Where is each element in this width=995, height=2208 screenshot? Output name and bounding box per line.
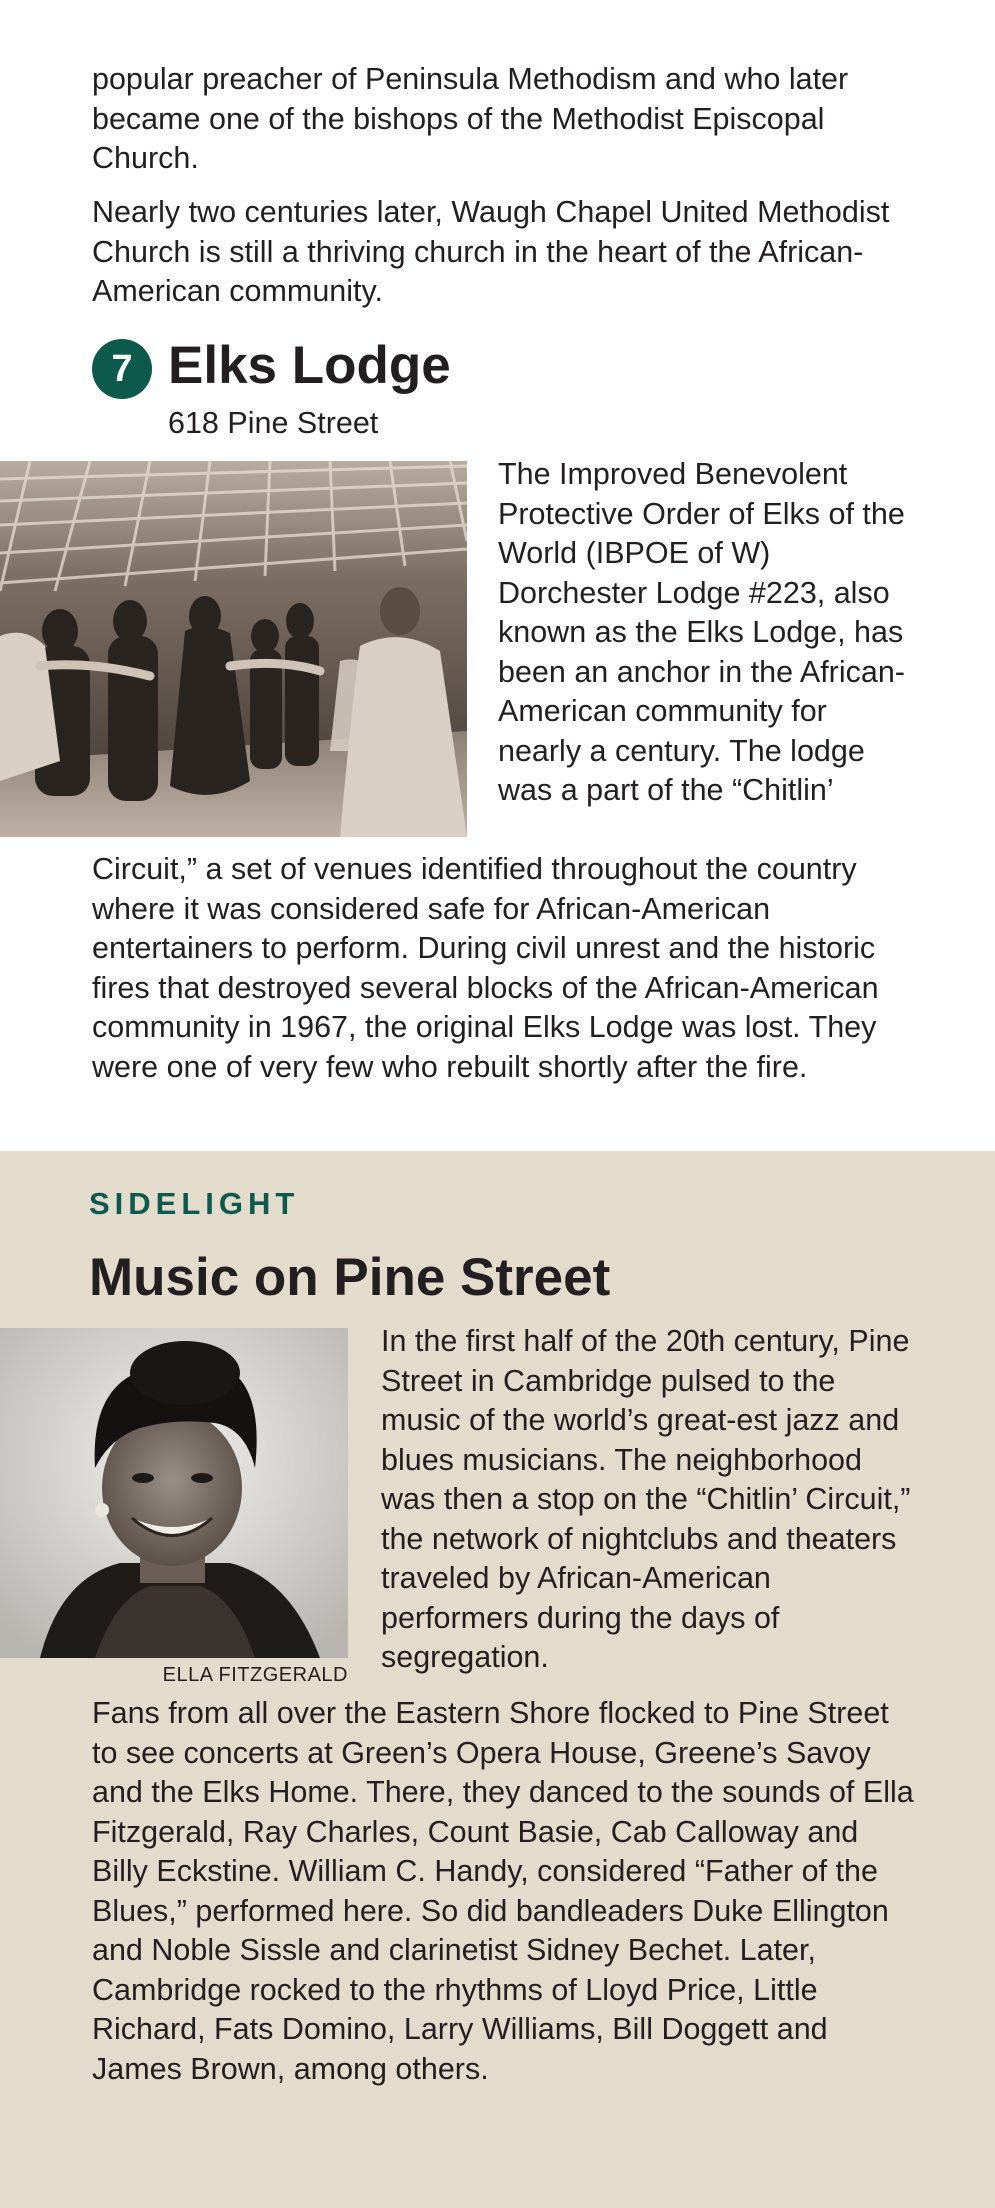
sidelight-text-wrap: In the first half of the 20th century, Pine Street in Cambridge pulsed to the music of the world’s great-est jazz and blues musicians. The neighborhood was then a stop on the “Chitlin’ Circuit,” the network of nightclubs and theaters traveled by African-American performers during the days of segregation. — [381, 1324, 911, 1674]
site-address: 618 Pine Street — [168, 406, 379, 440]
ella-fitzgerald-photo — [0, 1328, 348, 1658]
sidelight-title: Music on Pine Street — [89, 1248, 611, 1307]
site-title: Elks Lodge — [168, 336, 451, 395]
elks-lodge-dance-photo — [0, 461, 467, 837]
elks-lodge-text-continued: Circuit,” a set of venues identified throughout the country where it was considered safe for African-American entertainers to perform. During civil unrest and the historic fires that destroyed several blocks of the African-American community in 1967, the original Elks Lodge was lost. They were one of very few who rebuilt shortly after the fire. — [92, 852, 879, 1084]
sidelight-text-continued: Fans from all over the Eastern Shore flocked to Pine Street to see concerts at Green’s Opera House, Greene’s Savoy and the Elks Home. There, they danced to the sounds of Ella Fitzgerald, Ray Charles, Count Basie, Cab Calloway and Billy Eckstine. William C. Handy, considered “Father of the Blues,” performed here. So did bandleaders Duke Ellington and Noble Sissle and clarinetist Sidney Bechet. Later, Cambridge rocked to the rhythms of Lloyd Price, Little Richard, Fats Domino, Larry Williams, Bill Doggett and James Brown, among others. — [92, 1696, 914, 2086]
site-number-badge: 7 — [92, 339, 152, 399]
intro-paragraph-2: Nearly two centuries later, Waugh Chapel United Methodist Church is still a thriving church in the heart of the African-American community. — [92, 195, 890, 308]
photo-caption: ELLA FITZGERALD — [162, 1664, 348, 1686]
sidelight-label: SIDELIGHT — [89, 1186, 300, 1221]
elks-lodge-text-wrap: The Improved Benevolent Protective Order of Elks of the World (IBPOE of W) Dorchester Lodge #223, also known as the Elks Lodge, has been an anchor in the African-American community for nearly a century. The lodge was a part of the “Chitlin’ — [498, 457, 905, 807]
intro-paragraph-1: popular preacher of Peninsula Methodism and who later became one of the bishops of the Methodist Episcopal Church. — [92, 62, 849, 175]
